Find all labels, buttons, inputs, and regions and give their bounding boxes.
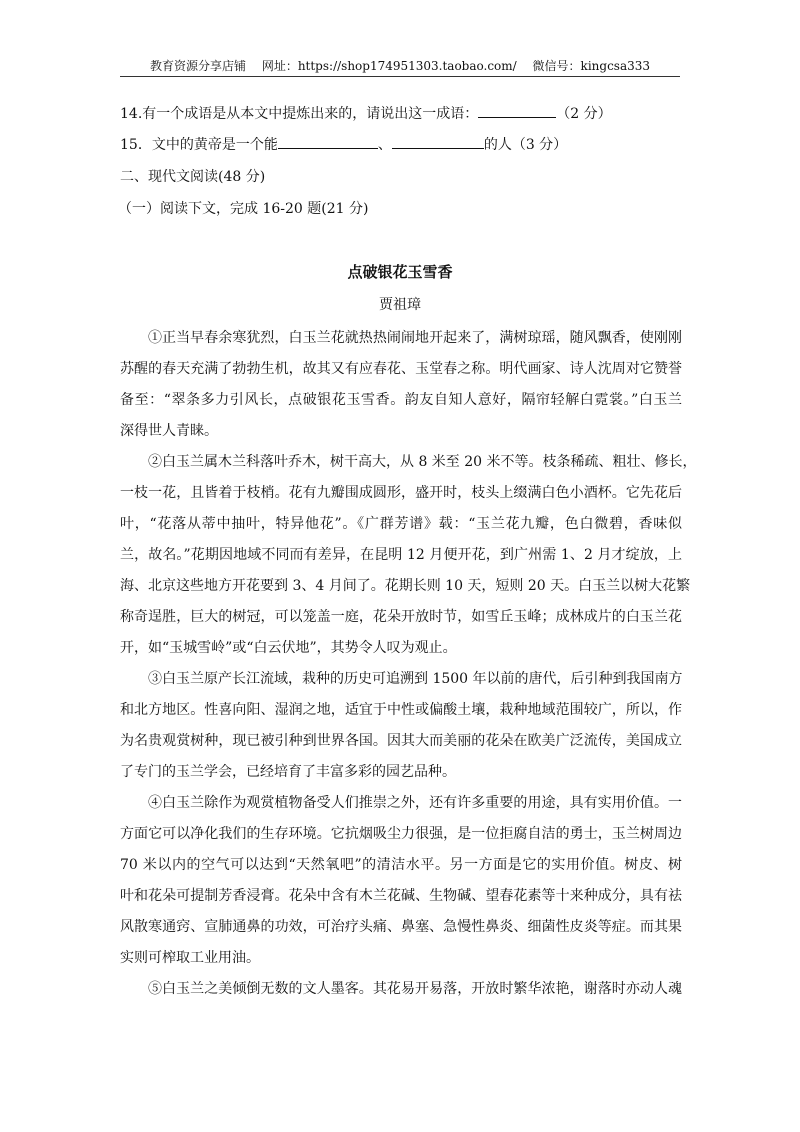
article-line: 海、北京这些地方开花要到 3、4 月间了。花期长则 10 天，短则 20 天。白玉兰以树大花繁 — [120, 578, 691, 594]
article-author: 贾祖璋 — [379, 297, 421, 313]
question-15-suffix: 的人（3 分） — [483, 137, 568, 153]
article-line: ⑤白玉兰之美倾倒无数的文人墨客。其花易开易落，开放时繁华浓艳，谢落时亦动人魂 — [148, 981, 682, 997]
question-15-prefix: 15．文中的黄帝是一个能 — [120, 137, 278, 153]
article-line: 称奇逞胜，巨大的树冠，可以笼盖一庭，花朵开放时节，如雪丘玉峰；成林成片的白玉兰花 — [120, 609, 682, 625]
page-header — [120, 58, 680, 74]
article-line: 深得世人青睐。 — [120, 423, 218, 439]
article-line: ①正当早春余寒犹烈，白玉兰花就热热闹闹地开起来了，满树琼瑶，随风飘香，使刚刚 — [148, 330, 682, 346]
article-line: 方面它可以净化我们的生存环境。它抗烟吸尘力很强，是一位拒腐自洁的勇士，玉兰树周边 — [120, 826, 682, 842]
article-line: 为名贵观赏树种，现已被引种到世界各国。因其大而美丽的花朵在欧美广泛流传，美国成立 — [120, 733, 682, 749]
header-url: 网址：https://shop174951303.taobao.com/ — [261, 59, 517, 73]
article-line: 和北方地区。性喜向阳、湿润之地，适宜于中性或偏酸土壤，栽种地域范围较广，所以，作 — [120, 702, 682, 718]
question-15-separator: 、 — [377, 137, 392, 153]
question-14 — [120, 103, 612, 124]
question-15 — [120, 134, 567, 155]
question-14-score: （2 分） — [556, 106, 612, 122]
header-shop-name: 教育资源分享店铺 — [149, 59, 246, 73]
article-line: 叶，“花落从蒂中抽叶，特异他花”。《广群芳谱》载：“玉兰花九瓣，色白微碧，香味似 — [120, 516, 682, 532]
section-heading-modern-reading: 二、现代文阅读(48 分) — [120, 169, 266, 185]
article-line: 苏醒的春天充满了勃勃生机，故其又有应春花、玉堂春之称。明代画家、诗人沈周对它赞誉 — [120, 361, 682, 377]
article-line: ④白玉兰除作为观赏植物备受人们推崇之外，还有许多重要的用途，具有实用价值。一 — [148, 795, 682, 811]
article-line: ②白玉兰属木兰科落叶乔木，树干高大，从 8 米至 20 米不等。枝条稀疏、粗壮、修长， — [148, 454, 697, 470]
article-line: 风散寒通窍、宣肺通鼻的功效，可治疗头痛、鼻塞、急慢性鼻炎、细菌性皮炎等症。而其果 — [120, 919, 682, 935]
header-divider — [120, 76, 680, 77]
article-line: 一枝一花，且皆着于枝梢。花有九瓣围成圆形，盛开时，枝头上缀满白色小酒杯。它先花后 — [120, 485, 682, 501]
question-15-blank-2 — [392, 134, 484, 149]
article-line: 开，如“玉城雪岭”或“白云伏地”，其势令人叹为观止。 — [120, 640, 457, 656]
article-title: 点破银花玉雪香 — [347, 263, 453, 281]
question-14-text: 14.有一个成语是从本文中提炼出来的，请说出这一成语： — [120, 106, 479, 122]
question-14-answer-blank — [478, 103, 556, 118]
article-line: 了专门的玉兰学会，已经培育了丰富多彩的园艺品种。 — [120, 764, 456, 780]
article-line: 实则可榨取工业用油。 — [120, 950, 260, 966]
article-line: 兰，故名。”花期因地域不同而有差异，在昆明 12 月便开花，到广州需 1、2 月才绽放，上 — [120, 547, 682, 563]
article-line: 备至：“翠条多力引风长，点破银花玉雪香。韵友自知人意好，隔帘轻解白霓裳。”白玉兰 — [120, 392, 682, 408]
article-line: 叶和花朵可提制芳香浸膏。花朵中含有木兰花碱、生物碱、望春花素等十来种成分，具有祛 — [120, 888, 682, 904]
subsection-heading-reading-1: （一）阅读下文，完成 16-20 题(21 分) — [118, 201, 369, 217]
article-line: ③白玉兰原产长江流域，栽种的历史可追溯到 1500 年以前的唐代，后引种到我国南方 — [148, 671, 683, 687]
article-line: 70 米以内的空气可以达到“天然氧吧”的清洁水平。另一方面是它的实用价值。树皮、树 — [120, 857, 682, 873]
header-wechat: 微信号：kingcsa333 — [532, 59, 651, 73]
question-15-blank-1 — [278, 134, 378, 149]
